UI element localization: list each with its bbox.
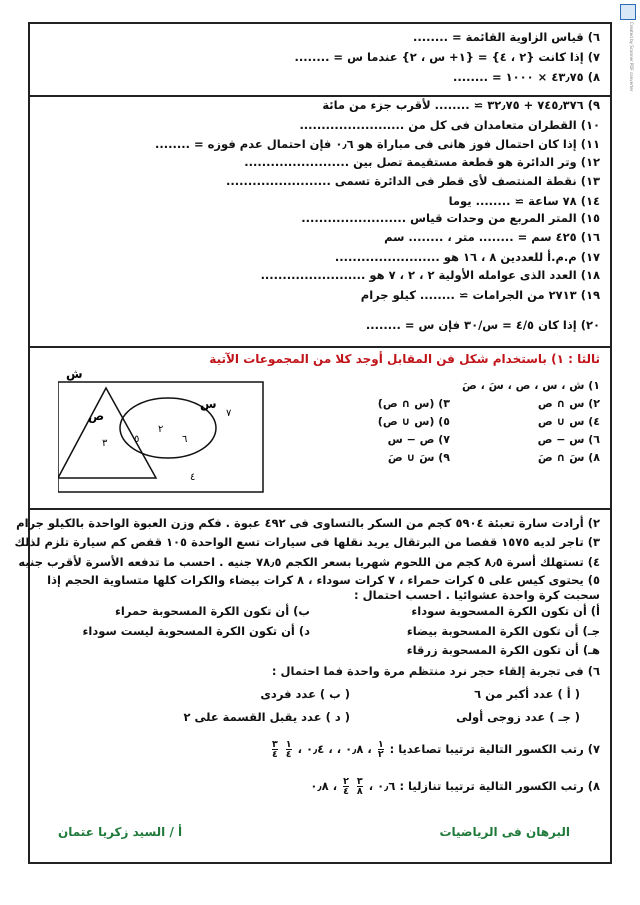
divider-bottom bbox=[30, 508, 610, 510]
question-line bbox=[155, 137, 600, 151]
question-number: ٢٠) bbox=[580, 318, 600, 332]
question-line bbox=[322, 98, 600, 112]
venn-label-s: س bbox=[200, 397, 217, 411]
fraction-3-4: $\frac{٣}{٤}$ bbox=[271, 739, 278, 760]
question-text: ٢٧١٣ من الجرامات ≃ ........ كيلو جرام bbox=[360, 288, 577, 302]
p8-question bbox=[310, 777, 600, 796]
sets-row bbox=[280, 412, 600, 430]
venn-label-universal: ش bbox=[66, 368, 83, 381]
question-text: إذا كانت {٢ ، ٤} = {١+ س ، ٢} عندما س = ........ bbox=[294, 50, 584, 64]
question-text: نقطة المنتصف لأى قطر فى الدائرة تسمى ........................ bbox=[226, 174, 577, 188]
question-line bbox=[361, 288, 600, 302]
question-number: ٦) bbox=[587, 30, 600, 44]
sets-item: ٢) س ∩ ص bbox=[537, 396, 600, 410]
venn-n-outside-2: ٤ bbox=[190, 472, 196, 483]
sets-item: ٣) (س ∩ ص)َ bbox=[377, 396, 450, 410]
p5-choice-d: د) أن تكون الكرة المسحوبة ليست سوداء bbox=[82, 624, 310, 638]
sets-item: ٧) ص − س bbox=[387, 432, 450, 446]
question-number: ١٥) bbox=[580, 211, 600, 225]
sets-item: ٨) سَ ∩ صَ bbox=[537, 450, 600, 464]
sets-list bbox=[280, 376, 600, 466]
question-line bbox=[226, 174, 600, 188]
venn-n-outside-1: ٧ bbox=[226, 408, 232, 419]
question-line bbox=[453, 70, 600, 84]
problem-line: ٣) تاجر لديه ١٥٧٥ قفصا من البرتقال يريد نقلها فى سيارات تسع الواحدة ١٠٥ قفص كم سيارة تلزم لذلك bbox=[14, 535, 600, 549]
question-number: ١٠) bbox=[580, 118, 600, 132]
footer-title: البرهان فى الرياضيات bbox=[439, 825, 570, 839]
p8-text: ٨) رتب الكسور التالية ترتيبا تنازليا : ٠٫٦ ، bbox=[368, 779, 600, 793]
sets-item: ١) ش ، س ، ص ، سَ ، صَ bbox=[461, 378, 600, 392]
question-line bbox=[449, 194, 600, 208]
p5-choice-a: أ) أن تكون الكرة المسحوبة سوداء bbox=[411, 604, 600, 618]
venn-label-p: ص bbox=[88, 409, 105, 423]
p7-text: ٧) رتب الكسور التالية ترتيبا تصاعديا : bbox=[389, 742, 600, 756]
question-text: القطران متعامدان فى كل من ........................ bbox=[299, 118, 577, 132]
question-text: قياس الزاوية القائمة = ........ bbox=[413, 30, 584, 44]
question-text: إذا كان ٤/٥ = س/٣٠ فإن س = ........ bbox=[365, 318, 577, 332]
question-number: ١٦) bbox=[580, 230, 600, 244]
problem-line: ٥) يحتوى كيس على ٥ كرات حمراء ، ٧ كرات سوداء ، ٨ كرات بيضاء والكرات كلها متساوية الحجم إذا bbox=[47, 573, 600, 587]
question-text: ٧٤٥٫٣٧٦ + ٣٢٫٧٥ ≃ ........ لأقرب جزء من مائة bbox=[322, 98, 584, 112]
divider-middle bbox=[30, 346, 610, 348]
question-line bbox=[384, 230, 600, 244]
p7-values: ، ٠٫٨ ، ، ٠٫٤ ، bbox=[297, 742, 372, 756]
question-number: ١٨) bbox=[580, 268, 600, 282]
venn-diagram bbox=[58, 368, 268, 498]
question-text: وتر الدائرة هو قطعة مستقيمة تصل بين ........................ bbox=[244, 155, 577, 169]
fraction-2-4: $\frac{٢}{٤}$ bbox=[343, 776, 349, 797]
question-number: ١٩) bbox=[580, 288, 600, 302]
triangle-set-p bbox=[58, 388, 156, 478]
sets-item: ٦) س − ص bbox=[537, 432, 600, 446]
venn-n-only-s-1: ٢ bbox=[158, 424, 164, 435]
scanner-app-icon bbox=[620, 4, 636, 20]
question-line bbox=[244, 155, 600, 169]
venn-n-both: ٥ bbox=[134, 434, 140, 445]
p5-choice-c: جـ) أن تكون الكرة المسحوبة بيضاء bbox=[406, 624, 600, 638]
question-line bbox=[299, 118, 600, 132]
question-number: ١٤) bbox=[580, 194, 600, 208]
fraction-1-4: $\frac{١}{٤}$ bbox=[285, 739, 292, 760]
side-note: Created by Scanner PDF converter bbox=[629, 22, 634, 92]
part3-title: ثالثا : ١) باستخدام شكل فن المقابل أوجد كلا من المجموعات الآتية bbox=[209, 352, 600, 366]
question-number: ٩) bbox=[587, 98, 600, 112]
question-number: ١١) bbox=[580, 137, 600, 151]
sets-row bbox=[280, 430, 600, 448]
question-text: المتر المربع من وحدات قياس ........................ bbox=[301, 211, 577, 225]
p6-title: ٦) فى تجربة إلقاء حجر نرد منتظم مرة واحدة فما احتمال : bbox=[271, 664, 600, 678]
question-line bbox=[366, 318, 600, 332]
question-number: ٨) bbox=[587, 70, 600, 84]
problem-line: سحبت كرة واحدة عشوائيا . احسب احتمال : bbox=[354, 588, 600, 602]
venn-n-only-p: ٣ bbox=[102, 438, 108, 449]
question-number: ١٧) bbox=[580, 250, 600, 264]
sets-row bbox=[280, 448, 600, 466]
question-text: م.م.أ للعددين ٨ ، ١٦ هو ........................ bbox=[334, 250, 577, 264]
question-number: ١٣) bbox=[580, 174, 600, 188]
p7-question bbox=[270, 740, 600, 759]
p6-choice-d: ( د ) عدد يقبل القسمة على ٢ bbox=[183, 710, 350, 724]
question-line bbox=[261, 268, 600, 282]
p5-choice-b: ب) أن تكون الكرة المسحوبة حمراء bbox=[115, 604, 310, 618]
p8-values: ، ٠٫٨ bbox=[310, 779, 338, 793]
question-number: ١٢) bbox=[580, 155, 600, 169]
problem-line: ٢) أرادت سارة تعبئة ٥٩٠٤ كجم من السكر بالتساوى فى ٤٩٢ عبوة . فكم وزن العبوة الواحدة بالكيلو جرام bbox=[16, 516, 600, 530]
fraction-1-2: $\frac{١}{٢}$ bbox=[377, 739, 384, 760]
venn-n-only-s-2: ٦ bbox=[182, 434, 188, 445]
sets-item: ٤) س ∪ ص bbox=[537, 414, 600, 428]
question-line bbox=[413, 30, 600, 44]
question-text: ٤٣٫٧٥ × ١٠٠٠ = ........ bbox=[453, 70, 584, 84]
question-text: ٤٢٥ سم = ........ متر ، ........ سم bbox=[384, 230, 577, 244]
footer-author: أ / السيد زكريا عتمان bbox=[58, 825, 183, 839]
question-text: إذا كان احتمال فوز هانى فى مباراة هو ٠٫٦ فإن احتمال عدم فوزه = ........ bbox=[155, 137, 577, 151]
p6-choice-a: ( أ ) عدد أكبر من ٦ bbox=[474, 687, 580, 701]
question-line bbox=[335, 250, 600, 264]
p6-choice-b: ( ب ) عدد فردى bbox=[260, 687, 350, 701]
p6-choice-c: ( جـ ) عدد زوجى أولى bbox=[456, 710, 580, 724]
p5-choice-e: هـ) أن تكون الكرة المسحوبة زرقاء bbox=[406, 643, 600, 657]
problem-line: ٤) تستهلك أسرة ٨٫٥ كجم من اللحوم شهريا بسعر الكجم ٧٨٫٥ جنيه . احسب ما تدفعه الأسرة لأقرب جنيه bbox=[18, 555, 600, 569]
sets-row bbox=[280, 394, 600, 412]
question-text: العدد الذى عوامله الأولية ٢ ، ٢ ، ٧ هو ........................ bbox=[260, 268, 577, 282]
divider-top bbox=[30, 95, 610, 97]
question-line bbox=[294, 50, 600, 64]
fraction-3-8: $\frac{٣}{٨}$ bbox=[356, 776, 363, 797]
sets-item: ٥) (س ∪ ص)َ bbox=[377, 414, 450, 428]
sets-item: ٩) سَ ∪ صَ bbox=[387, 450, 450, 464]
question-line bbox=[301, 211, 600, 225]
question-number: ٧) bbox=[587, 50, 600, 64]
sets-row bbox=[280, 376, 600, 394]
question-text: ٧٨ ساعة ≃ ........ يوما bbox=[448, 194, 577, 208]
